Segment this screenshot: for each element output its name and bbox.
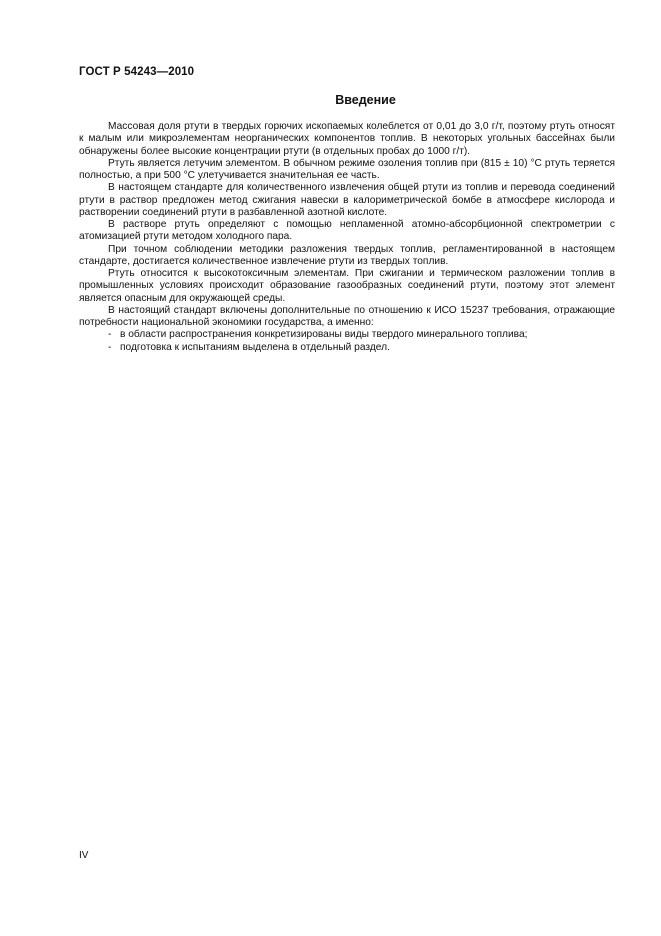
paragraph: При точном соблюдении методики разложения твердых топлив, регламентированной в настоящем стандарте, достигается количественное извлечение ртути из твердых топлив. [79, 243, 615, 267]
body-text [79, 121, 615, 354]
paragraph: В настоящий стандарт включены дополнительные по отношению к ИСО 15237 требования, отражающие потребности национальной экономики государства, а именно: [79, 304, 615, 328]
list-item [79, 329, 615, 341]
list-marker: - [108, 329, 112, 341]
list-item-text: в области распространения конкретизированы виды твердого минерального топлива; [120, 329, 528, 341]
page-number: IV [79, 850, 89, 861]
list-item [79, 342, 615, 354]
paragraph: Ртуть относится к высокотоксичным элементам. При сжигании и термическом разложении топлив в промышленных условиях происходит образование газообразных соединений ртути, поэтому этот элемент является опасным для окружающей среды. [79, 268, 615, 304]
list-item-text: подготовка к испытаниям выделена в отдельный раздел. [120, 341, 390, 353]
document-code: ГОСТ Р 54243—2010 [79, 66, 195, 78]
paragraph: Ртуть является летучим элементом. В обычном режиме озоления топлив при (815 ± 10) °С ртуть теряется полностью, а при 500 °С улетучивается значительная ее часть. [79, 157, 615, 181]
list-marker: - [108, 341, 112, 353]
paragraph: Массовая доля ртути в твердых горючих ископаемых колеблется от 0,01 до 3,0 г/т, поэтому ртуть относят к малым или микроэлементам неорганических компонентов топлив. В некоторых угольных бассейнах были обнаружены более высокие концентрации ртути (в отдельных пробах до 1000 г/т). [79, 121, 615, 157]
paragraph: В настоящем стандарте для количественного извлечения общей ртути из топлив и перевода соединений ртути в раствор предложен метод сжигания навески в калориметрической бомбе в атмосфере кислорода и растворении соединений ртути в разбавленной азотной кислоте. [79, 182, 615, 218]
section-title: Введение [335, 93, 396, 107]
paragraph: В растворе ртуть определяют с помощью непламенной атомно-абсорбционной спектрометрии с атомизацией ртути методом холодного пара. [79, 219, 615, 243]
